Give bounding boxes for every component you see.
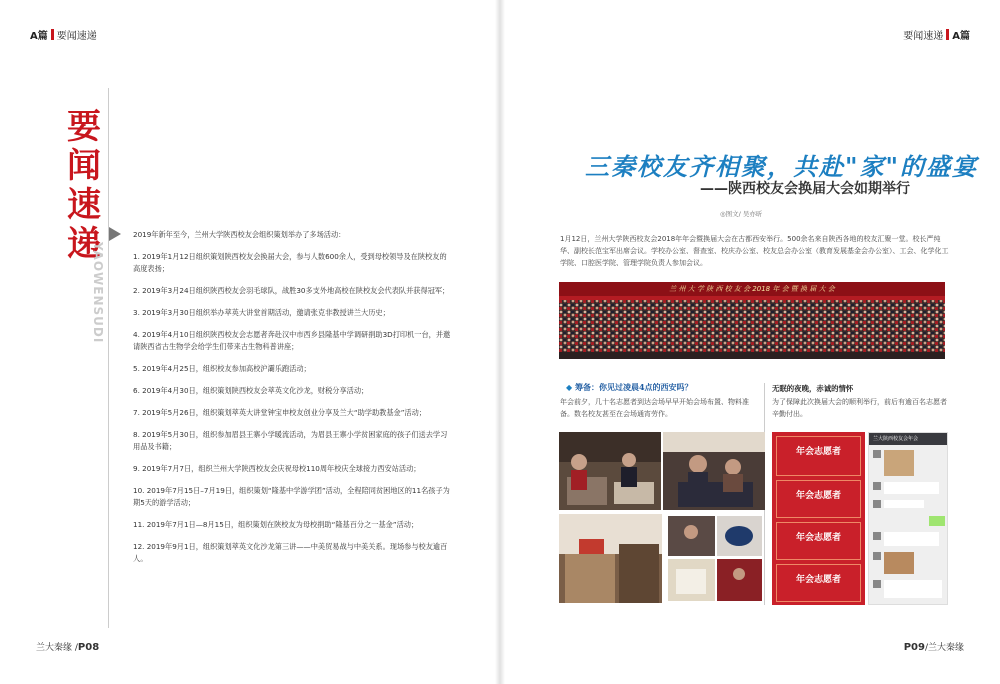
right-page — [500, 0, 1000, 684]
diamond-icon: ◆ — [566, 382, 573, 392]
section-title-char: 闻 — [67, 146, 101, 186]
magazine-name: 兰大秦缘 — [927, 643, 964, 653]
activity-paragraph: 4. 2019年4月10日组织陕西校友会志愿者奔赴汉中市西乡县隆基中学调研捐助3D打印机一台，并邀请陕西省古生物学会给学生们带来古生物科普讲座； — [133, 330, 451, 351]
article-byline: ◎图文/ 吴亦昕 — [720, 210, 763, 218]
volunteer-photo — [666, 514, 764, 603]
right-page-header — [903, 27, 970, 42]
header-divider — [946, 29, 949, 40]
activity-paragraph: 6. 2019年4月30日，组织策划陕西校友会萃英文化沙龙，财税分享活动； — [133, 386, 369, 395]
volunteer-photo — [559, 514, 662, 603]
pointer-triangle-icon — [109, 227, 121, 241]
left-column-heading — [566, 382, 693, 393]
article-subtitle: ——陕西校友会换届大会如期举行 — [700, 181, 910, 197]
section-title-char: 速 — [67, 185, 101, 225]
section-name: 要闻速递 — [56, 31, 97, 42]
left-column-text: 年会前夕，几十名志愿者到达会场早早开始会场布置、物料准备。数名校友甚至在会场通宵劳作。 — [560, 398, 749, 418]
section-subtitle-pinyin: YAOWENSUDI — [91, 242, 105, 344]
activity-paragraph: 12. 2019年9月1日，组织策划萃英文化沙龙第三讲——中美贸易战与中美关系。现场参与校友逾百人。 — [133, 542, 448, 563]
section-mark: A篇 — [952, 31, 970, 42]
volunteer-card-title: 年会志愿者 — [795, 447, 841, 457]
left-column-title: 筹备：你见过凌晨4点的西安吗？ — [574, 382, 693, 392]
activity-paragraph: 2019年新年至今，兰州大学陕西校友会组织策划举办了多场活动： — [133, 230, 346, 239]
activity-list — [133, 229, 453, 575]
activity-paragraph: 11. 2019年7月1日—8月15日，组织策划在陕校友为母校捐助“隆基百分之一基金”活动； — [133, 520, 419, 529]
article-intro: 1月12日，兰州大学陕西校友会2018年年会暨换届大会在古都西安举行。500余名来自陕西各地的校友汇聚一堂。校长严纯华、副校长范宝军出席会议。学校办公室、督查室、校庆办公室、校友总会办公室（教育发展基金会办公室）、工会、化学化工学院、口腔医学院、管理学院负责人参加会议。 — [560, 235, 949, 267]
group-photo — [559, 282, 945, 359]
volunteer-card-title: 年会志愿者 — [795, 491, 841, 501]
section-title-char: 递 — [67, 224, 101, 264]
magazine-name: 兰大秦缘 — [36, 643, 73, 653]
page-number: P09 — [903, 642, 925, 653]
right-footer: P09/兰大秦缘 — [903, 642, 964, 653]
activity-paragraph: 2. 2019年3月24日组织陕西校友会羽毛球队，战胜30多支外地高校在陕校友会代表队并获得冠军； — [133, 286, 450, 295]
left-footer: 兰大秦缘 /P08 — [36, 642, 100, 653]
activity-paragraph: 8. 2019年5月30日，组织参加眉县王寨小学暖流活动，为眉县王寨小学贫困家庭的孩子们送去学习用品及书籍； — [133, 430, 448, 451]
banner-caption: 兰 州 大 学 陕 西 校 友 会 2018 年 会 暨 换 届 大 会 — [669, 285, 835, 293]
book-spine-shadow — [495, 0, 505, 684]
activity-paragraph: 3. 2019年3月30日组织举办萃英大讲堂首期活动，邀请张克非教授讲兰大历史； — [133, 308, 390, 317]
section-mark: A篇 — [30, 31, 48, 42]
section-title-vertical — [60, 108, 108, 264]
left-page-header — [30, 27, 97, 42]
page-number: P08 — [77, 642, 100, 653]
volunteer-card-image — [772, 432, 865, 605]
volunteer-card-title: 年会志愿者 — [795, 533, 841, 543]
activity-paragraph: 9. 2019年7月7日，组织兰州大学陕西校友会庆祝母校110周年校庆全球接力西安站活动； — [133, 464, 421, 473]
right-column-title: 无眠的夜晚，赤诚的情怀 — [772, 384, 854, 393]
vertical-rule — [108, 88, 109, 628]
right-column-text: 为了保障此次换届大会的顺利举行，前后有逾百名志愿者辛勤付出。 — [772, 398, 947, 418]
activity-paragraph: 1. 2019年1月12日组织策划陕西校友会换届大会，参与人数600余人，受到母校领导及在陕校友的高度表扬； — [133, 252, 447, 273]
volunteer-photo — [663, 432, 765, 510]
activity-paragraph: 10. 2019年7月15日–7月19日，组织策划“隆基中学游学团”活动，全程陪同贫困地区的11名孩子为期5天的游学活动； — [133, 486, 450, 507]
chat-header: 兰大陕西校友会年会 — [869, 433, 948, 445]
header-divider — [51, 29, 54, 40]
volunteer-photo — [559, 432, 661, 510]
article-title: 三秦校友齐相聚，共赴"家"的盛宴 — [584, 152, 978, 181]
activity-paragraph: 5. 2019年4月25日，组织校友参加高校沪灞乐跑活动； — [133, 364, 311, 373]
chat-screenshot — [868, 432, 948, 605]
volunteer-card-title: 年会志愿者 — [795, 575, 841, 585]
section-name: 要闻速递 — [903, 31, 944, 42]
activity-paragraph: 7. 2019年5月26日，组织策划萃英大讲堂钟宝申校友创业分享及兰大“助学助教基金”活动； — [133, 408, 426, 417]
section-title-char: 要 — [67, 107, 101, 147]
